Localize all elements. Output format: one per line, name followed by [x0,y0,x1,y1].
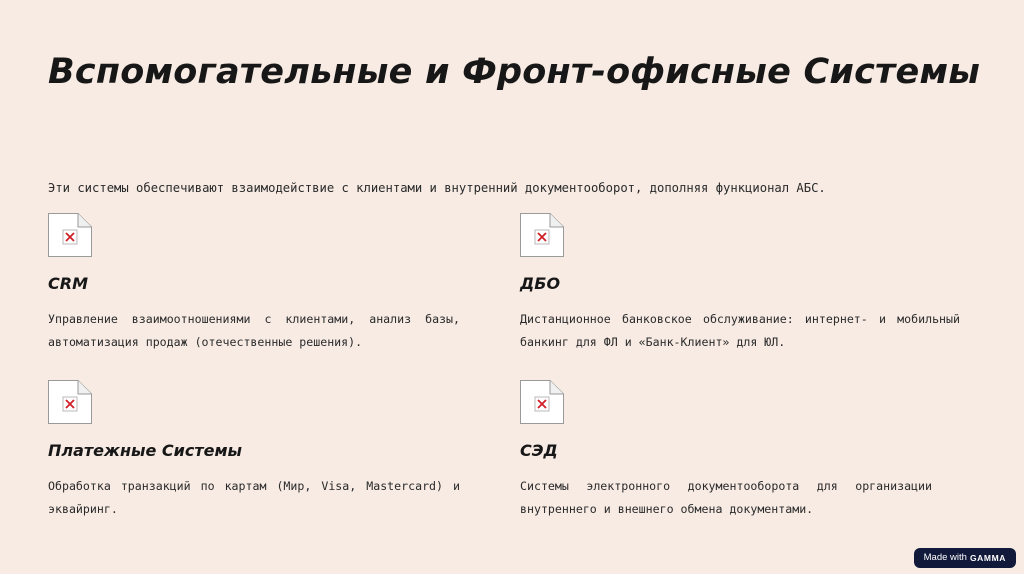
gamma-logo: GAMMA [969,553,1006,563]
card-description: Обработка транзакций по картам (Мир, Visa, Mastercard) и эквайринг. [48,479,460,516]
broken-image-icon [520,213,564,257]
card-crm [48,213,460,354]
intro-text: Эти системы обеспечивают взаимодействие с клиентами и внутренний документооборот, дополняя функционал АБС. [48,181,826,195]
card-dbo [520,213,960,354]
card-description: Дистанционное банковское обслуживание: интернет- и мобильный банкинг для ФЛ и «Банк-Клиент» для ЮЛ. [520,312,960,349]
broken-image-icon [48,213,92,257]
broken-image-icon [520,380,564,424]
card-sed [520,380,932,521]
card-title: Платежные Системы [48,441,243,460]
card-payment-systems [48,380,460,521]
card-title: СЭД [520,441,558,460]
page-title: Вспомогательные и Фронт-офисные Системы [48,52,981,92]
broken-image-icon [48,380,92,424]
card-title: CRM [48,274,88,293]
card-description: Управление взаимоотношениями с клиентами, анализ базы, автоматизация продаж (отечественные решения). [48,312,460,349]
badge-prefix: Made with [923,552,967,563]
card-title: ДБО [520,274,561,293]
made-with-gamma-badge[interactable] [914,548,1016,568]
card-description: Системы электронного документооборота для организации внутреннего и внешнего обмена документами. [520,479,932,516]
